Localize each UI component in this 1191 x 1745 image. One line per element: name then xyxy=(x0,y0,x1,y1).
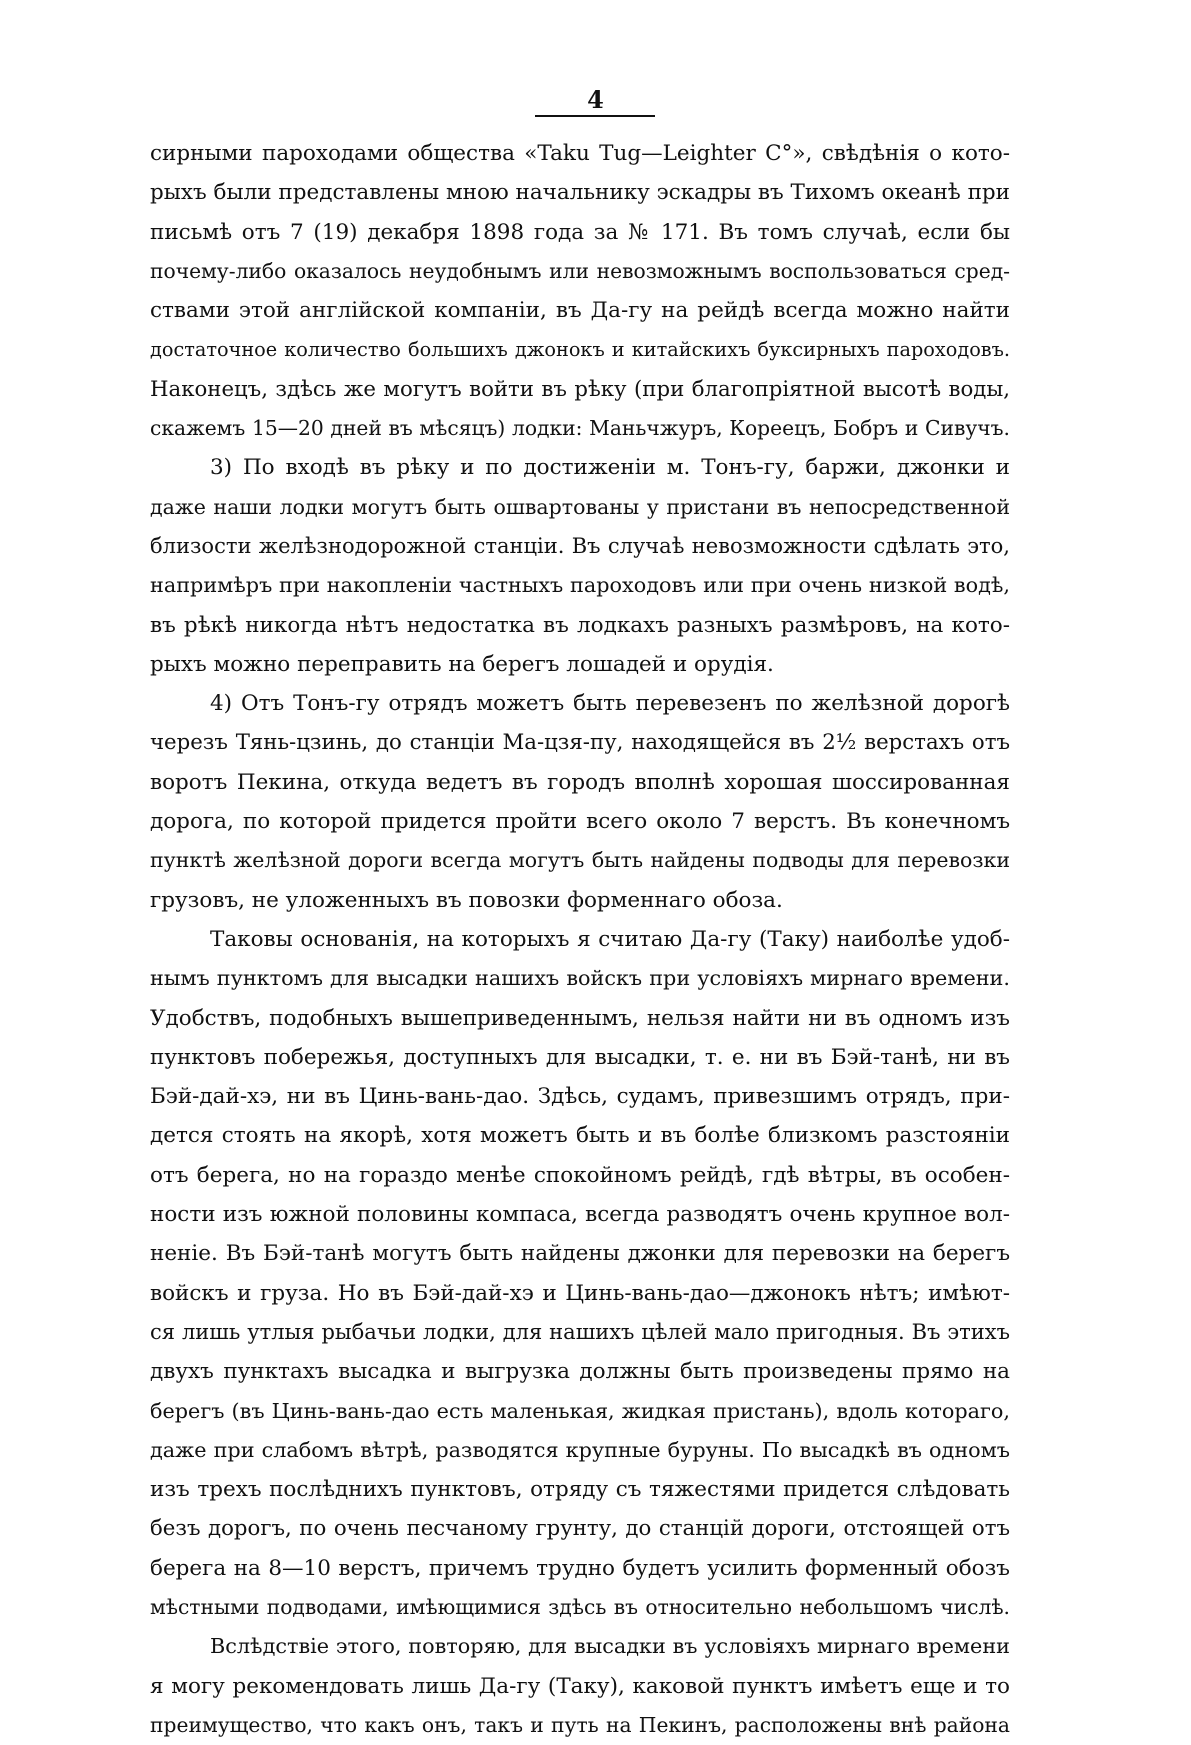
text-line: Наконецъ, здѣсь же могутъ войти въ рѣку (при благопріятной высотѣ воды, xyxy=(150,376,1010,402)
text-line: напримѣръ при накопленіи частныхъ пароходовъ или при очень низкой водѣ, xyxy=(150,573,1010,598)
text-line: черезъ Тянь-цзинь, до станціи Ма-цзя-пу, находящейся въ 2½ верстахъ отъ xyxy=(150,730,1010,756)
text-line: близости желѣзнодорожной станціи. Въ случаѣ невозможности сдѣлать это, xyxy=(150,533,1010,558)
text-line: отъ берега, но на гораздо менѣе спокойномъ рейдѣ, гдѣ вѣтры, въ особен- xyxy=(150,1162,1010,1188)
text-line: рыхъ были представлены мною начальнику эскадры въ Тихомъ океанѣ при xyxy=(150,180,1010,206)
text-line: воротъ Пекина, откуда ведетъ въ городъ вполнѣ хорошая шоссированная xyxy=(150,769,1010,795)
text-line: изъ трехъ послѣднихъ пунктовъ, отряду съ тяжестями придется слѣдовать xyxy=(150,1477,1010,1503)
text-line: письмѣ отъ 7 (19) декабря 1898 года за № 171. Въ томъ случаѣ, если бы xyxy=(150,219,1010,245)
text-line: дется стоять на якорѣ, хотя можетъ быть и въ болѣе близкомъ разстояніи xyxy=(150,1123,1010,1149)
text-line: достаточное количество большихъ джонокъ и китайскихъ буксирныхъ пароходовъ. xyxy=(150,338,1010,362)
text-line: пунктѣ желѣзной дороги всегда могутъ быть найдены подводы для перевозки xyxy=(150,848,1010,873)
text-line: ствами этой англійской компаніи, въ Да-гу на рейдѣ всегда можно найти xyxy=(150,298,1010,324)
text-line: пунктовъ побережья, доступныхъ для высадки, т. е. ни въ Бэй-танѣ, ни въ xyxy=(150,1044,1010,1070)
text-line: Таковы основанія, на которыхъ я считаю Да-гу (Таку) наиболѣе удоб- xyxy=(210,926,1010,952)
text-line: Вслѣдствіе этого, повторяю, для высадки въ условіяхъ мирнаго времени xyxy=(210,1634,1010,1659)
body-text xyxy=(150,134,1010,1745)
text-line: почему-либо оказалось неудобнымъ или невозможнымъ воспользоваться сред- xyxy=(150,258,1010,283)
text-line: Удобствъ, подобныхъ вышеприведеннымъ, нельзя найти ни въ одномъ изъ xyxy=(150,1005,1010,1031)
text-line: войскъ и груза. Но въ Бэй-дай-хэ и Цинь-вань-дао—джонокъ нѣтъ; имѣют- xyxy=(150,1280,1010,1306)
text-line: даже наши лодки могутъ быть ошвартованы у пристани въ непосредственной xyxy=(150,494,1010,519)
text-line: сирными пароходами общества «Taku Tug—Leighter C°», свѣдѣнія о кото- xyxy=(150,141,1010,166)
text-line: даже при слабомъ вѣтрѣ, разводятся крупные буруны. По высадкѣ въ одномъ xyxy=(150,1437,1010,1462)
page-number-rule xyxy=(535,115,655,117)
text-line: ся лишь утлыя рыбачьи лодки, для нашихъ цѣлей мало пригодныя. Въ этихъ xyxy=(150,1319,1010,1344)
text-line: нымъ пунктомъ для высадки нашихъ войскъ при условіяхъ мирнаго времени. xyxy=(150,966,1010,991)
text-line: берегъ (въ Цинь-вань-дао есть маленькая, жидкая пристань), вдоль котораго, xyxy=(150,1398,1010,1423)
text-line: ности изъ южной половины компаса, всегда разводятъ очень крупное вол- xyxy=(150,1202,1010,1228)
page-number: 4 xyxy=(587,85,604,114)
text-line: скажемъ 15—20 дней въ мѣсяцъ) лодки: Маньчжуръ, Кореецъ, Бобръ и Сивучъ. xyxy=(150,416,1010,441)
text-line: грузовъ, не уложенныхъ въ повозки форменнаго обоза. xyxy=(150,887,783,913)
text-line: преимущество, что какъ онъ, такъ и путь на Пекинъ, расположены внѣ района xyxy=(150,1712,1010,1737)
text-line: мѣстными подводами, имѣющимися здѣсь въ относительно небольшомъ числѣ. xyxy=(150,1594,1010,1619)
text-line: я могу рекомендовать лишь Да-гу (Таку), каковой пунктъ имѣетъ еще и то xyxy=(150,1673,1010,1699)
text-line: 4) Отъ Тонъ-гу отрядъ можетъ быть перевезенъ по желѣзной дорогѣ xyxy=(210,691,1010,717)
text-line: рыхъ можно переправить на берегъ лошадей и орудія. xyxy=(150,651,774,677)
text-line: 3) По входѣ въ рѣку и по достиженіи м. Тонъ-гу, баржи, джонки и xyxy=(210,455,1010,481)
text-line: берега на 8—10 верстъ, причемъ трудно будетъ усилить форменный обозъ xyxy=(150,1555,1010,1581)
text-line: двухъ пунктахъ высадка и выгрузка должны быть произведены прямо на xyxy=(150,1359,1010,1385)
text-line: безъ дорогъ, по очень песчаному грунту, до станцій дороги, отстоящей отъ xyxy=(150,1516,1010,1542)
text-line: Бэй-дай-хэ, ни въ Цинь-вань-дао. Здѣсь, судамъ, привезшимъ отрядъ, при- xyxy=(150,1084,1010,1110)
text-line: дорога, по которой придется пройти всего около 7 верстъ. Въ конечномъ xyxy=(150,809,1010,835)
text-line: въ рѣкѣ никогда нѣтъ недостатка въ лодкахъ разныхъ размѣровъ, на кото- xyxy=(150,612,1010,638)
text-line: неніе. Въ Бэй-танѣ могутъ быть найдены джонки для перевозки на берегъ xyxy=(150,1241,1010,1267)
